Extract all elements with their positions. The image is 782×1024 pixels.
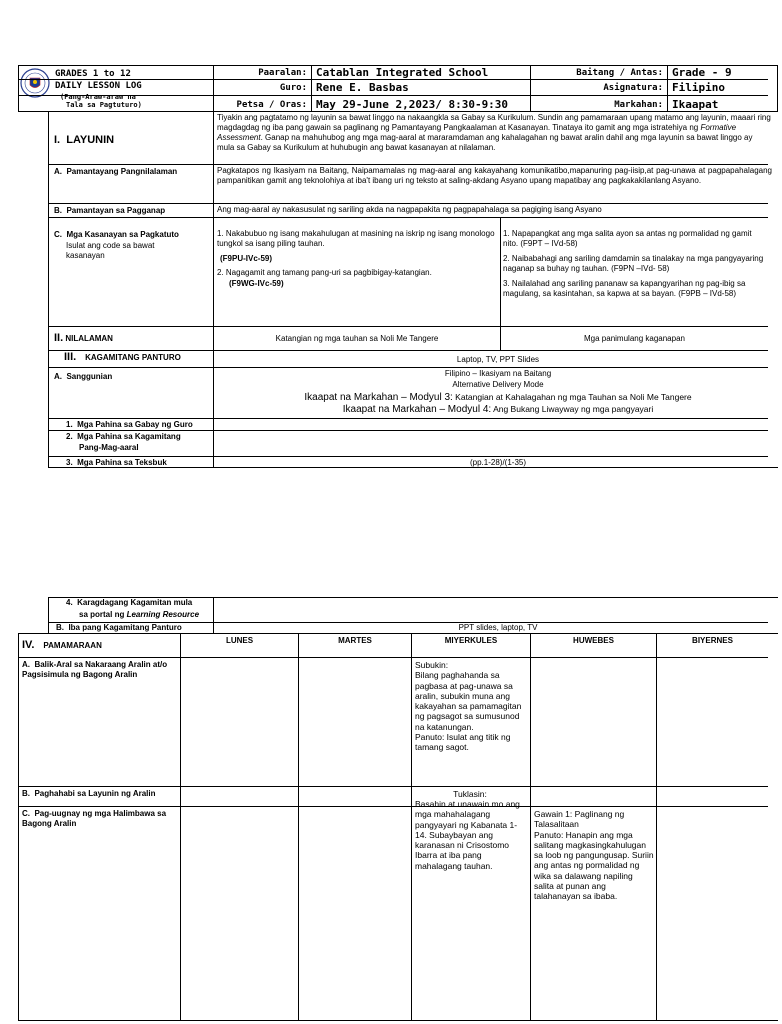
header-title-grades: GRADES 1 to 12 — [55, 69, 131, 79]
section-pagkatuto-label: C. Mga Kasanayan sa Pagkatuto — [54, 230, 179, 239]
day-header-huwebes: HUWEBES — [573, 636, 614, 645]
section-nilalaman-label: II. NILALAMAN — [54, 332, 113, 344]
day-header-biyernes: BIYERNES — [692, 636, 733, 645]
label-teacher: Guro: — [279, 83, 307, 93]
pahina-gabay-label: 1. Mga Pahina sa Gabay ng Guro — [66, 420, 193, 429]
day-header-martes: MARTES — [338, 636, 372, 645]
section-pagganap-text: Ang mag-aaral ay nakasusulat ng sariling akda na nagpapakita ng pagpapahalaga sa pagiging isang Asyano — [217, 205, 602, 214]
day-header-lunes: LUNES — [225, 636, 254, 645]
section-pagkatuto-sublabel2: kasanayan — [66, 251, 105, 260]
value-grade: Grade - 9 — [672, 66, 732, 79]
pagkatuto-left-1: 1. Nakabubuo ng isang makahulugan at masining na iskrip ng isang monologo tungkol sa isang piling tauhan. — [217, 229, 497, 248]
pagkatuto-right-2: 2. Naibabahagi ang sariling damdamin sa tinalakay na mga pangyayaring naganap sa buhay ng tauhan. (F9PN –IVd- 58) — [503, 254, 766, 273]
section-pangnilalaman-label: A. Pamantayang Pangnilalaman — [54, 167, 178, 176]
section-sanggunian-label: A. Sanggunian — [54, 372, 113, 381]
label-school: Paaralan: — [258, 68, 307, 78]
row-c-label: C. Pag-uugnay ng mga Halimbawa sa Bagong Aralin — [22, 809, 169, 828]
label-date: Petsa / Oras: — [236, 100, 307, 110]
row-b-label: B. Paghahabi sa Layunin ng Aralin — [22, 789, 156, 798]
pahina-kagamitan-label-1: 2. Mga Pahina sa Kagamitang — [66, 432, 181, 441]
header-subtitle-2: Tala sa Pagtuturo) — [66, 101, 142, 109]
pagkatuto-left-1-code: (F9PU-IVc-59) — [220, 254, 273, 263]
karagdagan-label-2: sa portal ng Learning Resource — [79, 610, 200, 619]
kagamitan-value: Laptop, TV, PPT Slides — [456, 355, 540, 364]
row-b-miyerkules-title: Tuklasin: — [453, 789, 487, 799]
value-quarter: Ikaapat — [672, 98, 719, 111]
section-pagkatuto-sublabel1: Isulat ang code sa bawat — [66, 241, 155, 250]
pagkatuto-left-2-code: (F9WG-IVc-59) — [229, 279, 284, 288]
karagdagan-label-1: 4. Karagdagang Kagamitan mula — [66, 598, 193, 607]
header-subtitle-1: (Pang-Araw-araw na — [60, 93, 136, 101]
row-b-miyerkules: Basahin at unawain mo ang mga mahahalagang pangyayari ng Kabanata 1-14. Subaybayan ang karanasan ni Crisostomo Ibarra at iba pang mahalagang tauhan. — [415, 799, 523, 871]
row-c-huwebes: Gawain 1: Paglinang ng Talasalitaan Panuto: Hanapin ang mga salitang magkasingkahulugan sa loob ng pangungusap. Suriin ang antas ng pormalidad ng wika sa dalawang napiling salita at punan ang talahanayan sa ibaba. — [534, 809, 654, 902]
label-subject: Asignatura: — [603, 83, 663, 93]
section-layunin-text: Tiyakin ang pagtatamo ng layunin sa bawat linggo na nakaangkla sa Gabay sa Kurikulum. Sundin ang pamamaraan upang matamo ang layunin, maaari ring magdagdag ng iba pang gawain sa paglinang ng Pamantayang Pangkaalaman at Kasanayan. Tinataya ito gamit ang mga istratehiya ng Formative Assessment. Ganap na mahuhubog ang mga mag-aaral at mararamdaman ang kahalagahan ng bawat aralin dahil ang mga layunin sa bawat linggo ay mula sa Gabay sa Kurikulum at huhubugin ang bawat kasanayan at nilalaman. — [217, 113, 774, 152]
section-kagamitan-label: III. KAGAMITANG PANTURO — [64, 351, 181, 363]
pahina-teksbuk-label: 3. Mga Pahina sa Teksbuk — [66, 458, 167, 467]
sanggunian-line-3: Ikaapat na Markahan – Modyul 3: Katangian at Kahalagahan ng mga Tauhan sa Noli Me Tangere — [304, 392, 692, 403]
nilalaman-left: Katangian ng mga tauhan sa Noli Me Tangere — [275, 334, 439, 343]
label-grade: Baitang / Antas: — [576, 68, 663, 78]
pagkatuto-right-3: 3. Nailalahad ang sariling pananaw sa kapangyarihan ng pag-ibig sa magulang, sa kasintahan, sa kapwa at sa bayan. (F9PB – IVd-58) — [503, 279, 748, 298]
section-pangnilalaman-text: Pagkatapos ng Ikasiyam na Baitang, Naipamamalas ng mag-aaral ang kakayahang komunikatibo,mapanuring pag-iisip,at pag-unawa at pagpapahalagang pampanitikan gamit ang teknolohiya at iba't ibang uri ng teksto at saling-akdang Asyano upang mapatibay ang pagkakakilanlang Asyano. — [217, 166, 775, 185]
nilalaman-right: Mga panimulang kaganapan — [584, 334, 685, 343]
value-school: Catablan Integrated School — [316, 66, 489, 79]
sanggunian-line-4: Ikaapat na Markahan – Modyul 4: Ang Bukang Liwayway ng mga pangyayari — [342, 404, 654, 415]
value-subject: Filipino — [672, 81, 725, 94]
pagkatuto-right-1: 1. Napapangkat ang mga salita ayon sa antas ng pormalidad ng gamit nito. (F9PT – IVd-58) — [503, 229, 754, 248]
pagkatuto-left-2: 2. Nagagamit ang tamang pang-uri sa pagbibigay-katangian. — [217, 268, 432, 277]
pamamaraan-label: IV. PAMAMARAAN — [22, 639, 102, 651]
iba-kagamitan-label: B. Iba pang Kagamitang Panturo — [56, 623, 182, 632]
section-pagganap-label: B. Pamantayan sa Pagganap — [54, 206, 166, 215]
iba-kagamitan-value: PPT slides, laptop, TV — [458, 623, 538, 632]
pahina-teksbuk-value: (pp.1-28)/(1-35) — [469, 458, 527, 467]
pahina-kagamitan-label-2: Pang-Mag-aaral — [79, 443, 139, 452]
row-a-miyerkules: Subukin: Bilang paghahanda sa pagbasa at pag-unawa sa aralin, subukin muna ang kakayahan sa pamamagitan ng pagsagot sa sumusunod na katanungan. Panuto: Isulat ang titik ng tamang sagot. — [415, 660, 522, 753]
sanggunian-line-2: Alternative Delivery Mode — [452, 380, 544, 389]
value-teacher: Rene E. Basbas — [316, 81, 409, 94]
value-date: May 29-June 2,2023/ 8:30-9:30 — [316, 98, 509, 111]
header-title-dll: DAILY LESSON LOG — [55, 81, 142, 91]
row-a-label: A. Balik-Aral sa Nakaraang Aralin at/o Pagsisimula ng Bagong Aralin — [22, 660, 170, 679]
label-quarter: Markahan: — [614, 100, 663, 110]
sanggunian-line-1: Filipino – Ikasiyam na Baitang — [444, 369, 552, 378]
section-layunin-label: I. LAYUNIN — [54, 134, 115, 146]
day-header-miyerkules: MIYERKULES — [444, 636, 498, 645]
